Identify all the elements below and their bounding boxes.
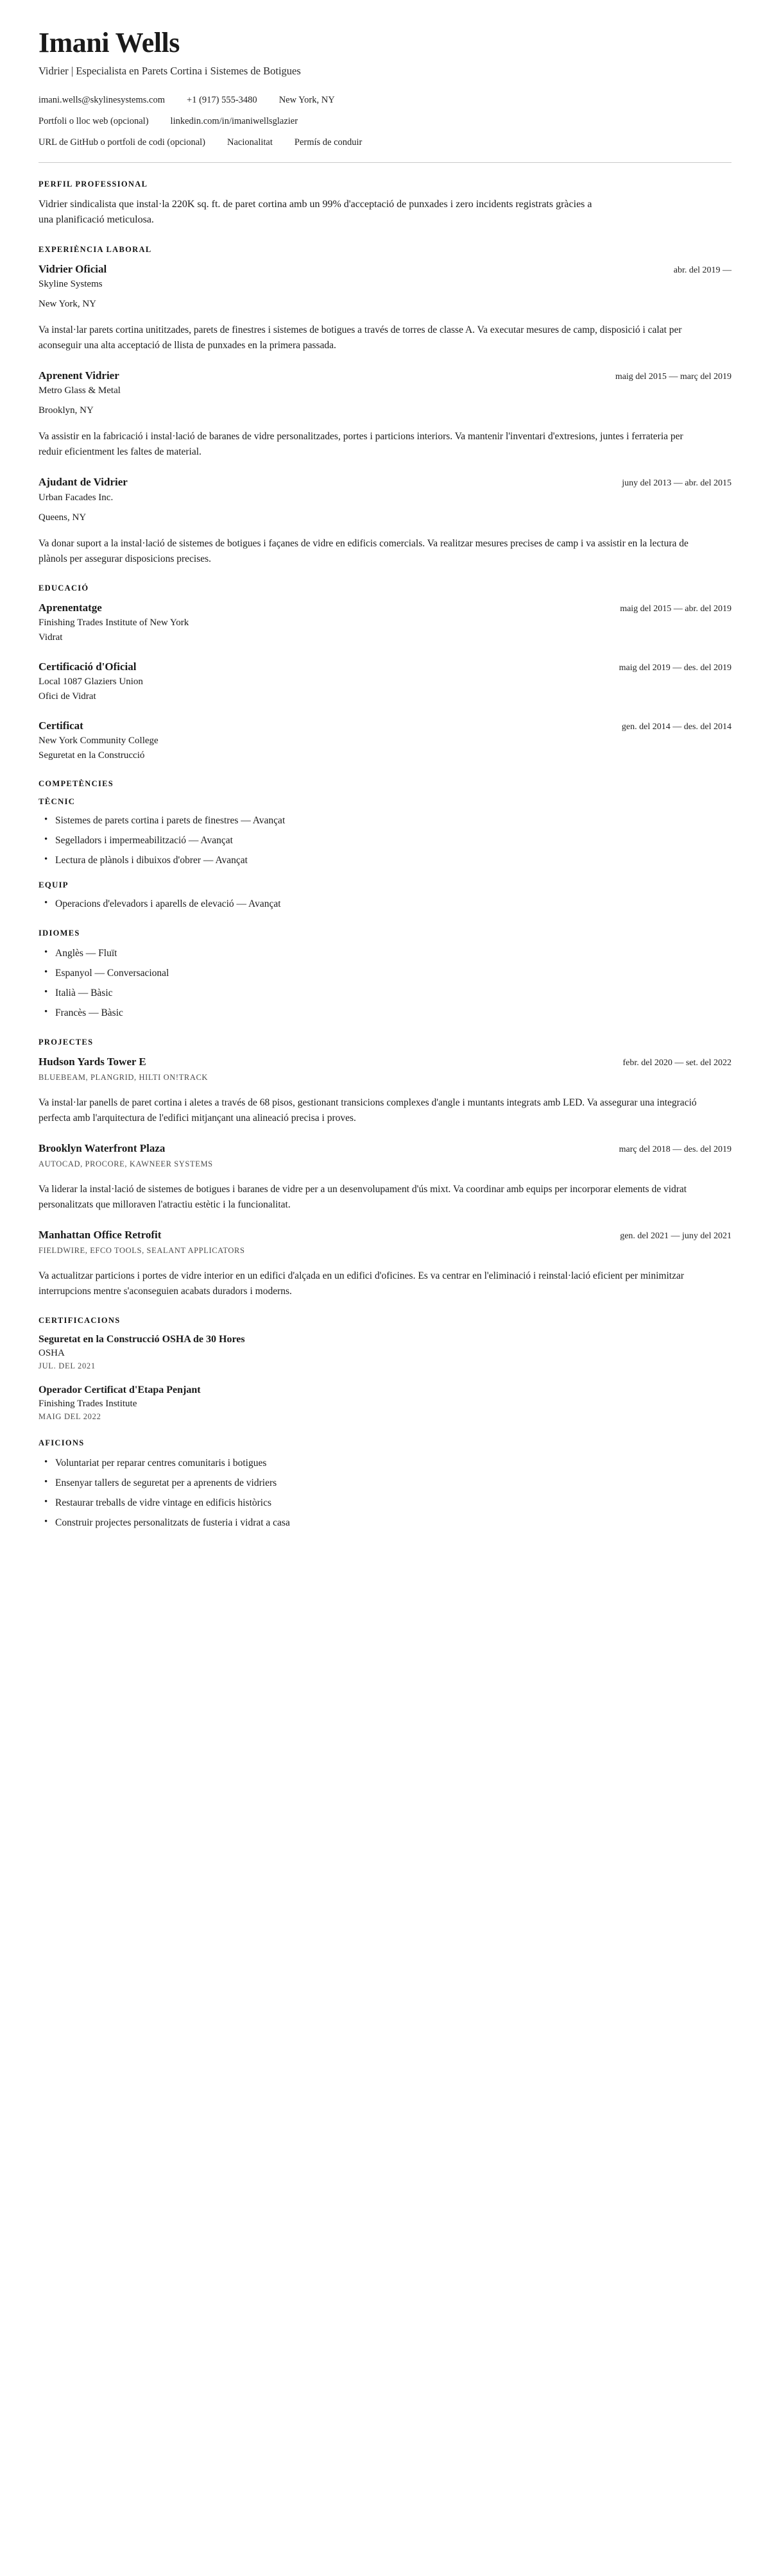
contact-phone: +1 (917) 555-3480 <box>187 94 257 105</box>
certification-date: JUL. DEL 2021 <box>38 1361 96 1371</box>
experience-item-head <box>38 262 732 276</box>
contact-portfolio-placeholder: Portfoli o lloc web (opcional) <box>38 115 149 126</box>
education-dates: gen. del 2014 — des. del 2014 <box>621 721 732 732</box>
skill-group-technical <box>38 796 732 868</box>
project-tools: FIELDWIRE, EFCO TOOLS, SEALANT APPLICATORS <box>38 1246 245 1256</box>
project-name: Manhattan Office Retrofit <box>38 1229 162 1242</box>
contact-location: New York, NY <box>278 94 335 105</box>
experience-dates: juny del 2013 — abr. del 2015 <box>622 478 732 489</box>
education-school: Local 1087 Glaziers Union <box>38 676 143 687</box>
list-item: • Ensenyar tallers de seguretat per a aprenents de vidriers <box>55 1476 732 1491</box>
skill-list <box>38 897 732 912</box>
certification-date: MAIG DEL 2022 <box>38 1411 101 1421</box>
experience-item <box>38 262 732 353</box>
education-dates: maig del 2015 — abr. del 2019 <box>620 603 732 614</box>
certification-issuer: OSHA <box>38 1348 65 1359</box>
experience-location: Brooklyn, NY <box>38 405 94 416</box>
project-item-head <box>38 1141 732 1156</box>
experience-location: New York, NY <box>38 299 97 310</box>
list-item: • Italià — Bàsic <box>55 986 732 1001</box>
experience-role: Vidrier Oficial <box>38 263 107 276</box>
list-item: • Espanyol — Conversacional <box>55 966 732 981</box>
certification-issuer: Finishing Trades Institute <box>38 1398 137 1409</box>
section-title-education: EDUCACIÓ <box>38 583 89 593</box>
contact-email: imani.wells@skylinesystems.com <box>38 94 166 105</box>
list-item: • Construir projectes personalitzats de fusteria i vidrat a casa <box>55 1515 732 1531</box>
section-title-projects: PROJECTES <box>38 1038 94 1047</box>
education-field: Ofici de Vidrat <box>38 691 96 702</box>
experience-item-head <box>38 369 732 383</box>
list-item: • Sistemes de parets cortina i parets de finestres — Avançat <box>55 813 732 829</box>
project-tools: BLUEBEAM, PLANGRID, HILTI ON!TRACK <box>38 1073 209 1082</box>
section-skills <box>38 779 732 912</box>
education-item <box>38 660 732 703</box>
contact-nationality: Nacionalitat <box>227 137 273 147</box>
education-item-head <box>38 660 732 674</box>
education-program: Certificat <box>38 719 83 732</box>
page-title: Imani Wells <box>38 27 180 58</box>
section-projects <box>38 1038 732 1299</box>
contact-line-github-nationality-license <box>38 137 732 148</box>
project-item <box>38 1055 732 1126</box>
list-item: • Lectura de plànols i dibuixos d'obrer — Avançat <box>55 853 732 868</box>
section-hobbies <box>38 1438 732 1531</box>
certification-name: Seguretat en la Construcció OSHA de 30 Hores <box>38 1334 245 1345</box>
project-description: Va liderar la instal·lació de sistemes de botigues i baranes de vidre per a un desenvolupament d'ús mixt. Va coordinar amb equips per incorporar elements de vidrat personalitzats que milloraven l'atractiu estètic i la funcionalitat. <box>38 1184 687 1211</box>
contact-github-placeholder: URL de GitHub o portfoli de codi (opcional) <box>38 137 206 147</box>
section-title-certifications: CERTIFICACIONS <box>38 1316 121 1326</box>
skill-list <box>38 813 732 868</box>
list-item: • Voluntariat per reparar centres comunitaris i botigues <box>55 1456 732 1471</box>
section-experience <box>38 245 732 566</box>
project-name: Brooklyn Waterfront Plaza <box>38 1142 166 1155</box>
experience-role: Ajudant de Vidrier <box>38 476 128 489</box>
contact-line-portfolio-linkedin <box>38 116 732 127</box>
section-education <box>38 584 732 762</box>
experience-role: Aprenent Vidrier <box>38 369 119 382</box>
section-title-languages: IDIOMES <box>38 928 80 938</box>
certification-name: Operador Certificat d'Etapa Penjant <box>38 1385 201 1396</box>
education-field: Vidrat <box>38 632 63 643</box>
experience-company: Urban Facades Inc. <box>38 492 114 503</box>
section-title-profile: PERFIL PROFESSIONAL <box>38 179 148 189</box>
certification-item <box>38 1384 732 1422</box>
project-item <box>38 1141 732 1213</box>
section-profile <box>38 180 732 229</box>
project-dates: gen. del 2021 — juny del 2021 <box>620 1231 732 1242</box>
section-languages <box>38 929 732 1021</box>
education-program: Certificació d'Oficial <box>38 660 137 673</box>
list-item: • Operacions d'elevadors i aparells de elevació — Avançat <box>55 897 732 912</box>
education-school: Finishing Trades Institute of New York <box>38 617 189 628</box>
experience-description: Va instal·lar parets cortina unititzades, parets de finestres i sistemes de botigues a través de torres de classe A. Va executar mesures de camp, disposició i calat per aconseguir una alta acceptació de llista de punxades en la primera passada. <box>38 324 682 351</box>
project-item-head <box>38 1055 732 1069</box>
experience-description: Va assistir en la fabricació i instal·lació de baranes de vidre personalitzades, portes i particions interiors. Va mantenir l'inventari d'extresions, juntes i ferrateria per reduir eficientment les faltes de material. <box>38 431 683 458</box>
experience-dates: abr. del 2019 — <box>673 265 732 276</box>
list-item: • Francès — Bàsic <box>55 1006 732 1021</box>
education-item-head <box>38 719 732 733</box>
experience-location: Queens, NY <box>38 512 87 523</box>
profile-summary-text: Vidrier sindicalista que instal·la 220K sq. ft. de paret cortina amb un 99% d'acceptació de punxades i zero incidents registrats gràcies a una planificació meticulosa. <box>38 198 592 226</box>
project-name: Hudson Yards Tower E <box>38 1056 146 1068</box>
experience-item <box>38 475 732 566</box>
experience-company: Skyline Systems <box>38 279 103 290</box>
list-item: • Segelladors i impermeabilització — Avançat <box>55 833 732 848</box>
experience-item <box>38 369 732 460</box>
skill-group-equipment <box>38 880 732 912</box>
certification-item <box>38 1333 732 1371</box>
section-certifications <box>38 1316 732 1422</box>
project-item-head <box>38 1228 732 1242</box>
contact-line-email-phone-location <box>38 95 732 106</box>
contact-linkedin: linkedin.com/in/imaniwellsglazier <box>170 115 298 126</box>
education-field: Seguretat en la Construcció <box>38 750 145 761</box>
section-title-experience: EXPERIÈNCIA LABORAL <box>38 245 152 255</box>
language-list <box>38 946 732 1021</box>
project-dates: març del 2018 — des. del 2019 <box>619 1145 732 1155</box>
experience-item-head <box>38 475 732 489</box>
project-description: Va actualitzar particions i portes de vidre interior en un edifici d'alçada en un edifici d'oficines. Es va centrar en l'eliminació i reinstal·lació eficient per minimitzar interrupcions mentre s'aconseguien acabats duradors i moderns. <box>38 1270 684 1297</box>
education-item <box>38 719 732 762</box>
experience-dates: maig del 2015 — març del 2019 <box>615 372 732 382</box>
education-school: New York Community College <box>38 735 158 746</box>
contact-driving-license: Permís de conduir <box>294 137 363 147</box>
list-item: • Restaurar treballs de vidre vintage en edificis històrics <box>55 1495 732 1511</box>
project-tools: AUTOCAD, PROCORE, KAWNEER SYSTEMS <box>38 1159 213 1169</box>
education-program: Aprenentatge <box>38 601 102 614</box>
hobby-list <box>38 1456 732 1531</box>
project-item <box>38 1228 732 1299</box>
skill-group-title: TÈCNIC <box>38 796 76 806</box>
education-item-head <box>38 601 732 615</box>
professional-headline: Vidrier | Especialista en Parets Cortina i Sistemes de Botigues <box>38 65 301 78</box>
experience-description: Va donar suport a la instal·lació de sistemes de botigues i façanes de vidre en edificis comercials. Va realitzar mesures precises de camp i va assistir en la lectura de plànols per assegurar disposicions precises. <box>38 537 689 564</box>
list-item: • Anglès — Fluït <box>55 946 732 961</box>
resume-header <box>38 28 732 148</box>
project-dates: febr. del 2020 — set. del 2022 <box>622 1058 732 1068</box>
section-title-hobbies: AFICIONS <box>38 1438 85 1447</box>
section-title-skills: COMPETÈNCIES <box>38 779 114 788</box>
skill-group-title: EQUIP <box>38 879 69 889</box>
education-item <box>38 601 732 644</box>
experience-company: Metro Glass & Metal <box>38 385 121 396</box>
header-divider <box>38 162 732 163</box>
education-dates: maig del 2019 — des. del 2019 <box>619 662 732 673</box>
project-description: Va instal·lar panells de paret cortina i aletes a través de 68 pisos, gestionant transicions complexes d'angle i muntants integrats amb LED. Va assegurar una integració perfecta amb l'arquitectura de l'edifici mitjançant una alineació precisa i proves. <box>38 1097 697 1124</box>
